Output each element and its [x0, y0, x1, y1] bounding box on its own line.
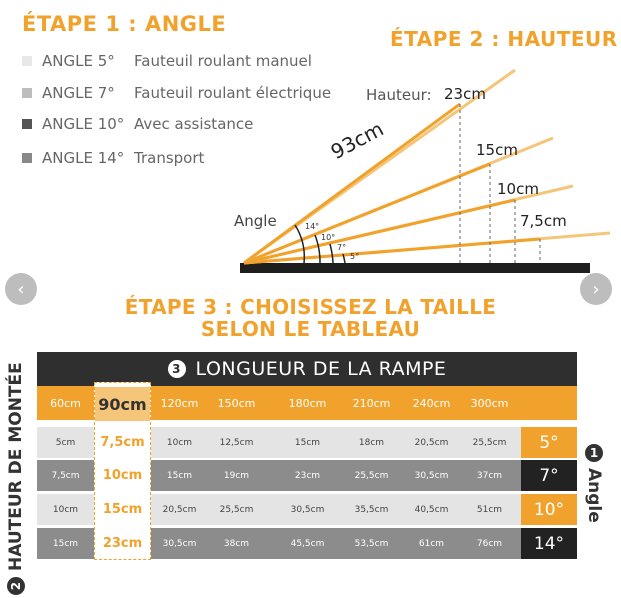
highlight-cell: 15cm: [95, 494, 150, 525]
small-angle-5: 5°: [350, 252, 360, 261]
legend-desc: Transport: [134, 149, 205, 167]
table-cell: 40,5cm: [414, 504, 449, 515]
step3-title-line1: ÉTAPE 3 : CHOISISSEZ LA TAILLE: [124, 295, 497, 319]
highlight-cell: 7,5cm: [95, 427, 150, 458]
arc-7: [330, 244, 333, 263]
table-cell: 25,5cm: [472, 437, 507, 448]
length-cell: 180cm: [288, 396, 327, 410]
length-label: 93cm: [326, 116, 388, 164]
step3-title: [0, 296, 621, 340]
number-badge: 3: [168, 360, 186, 378]
legend-angle: ANGLE 5°: [42, 52, 115, 70]
table-cell: 15cm: [166, 470, 193, 481]
highlight-cell: 23cm: [95, 528, 150, 559]
table-cell: 19cm: [223, 470, 250, 481]
small-angle-7: 7°: [337, 243, 347, 252]
table-cell: 30,5cm: [290, 504, 325, 515]
table-cell: 15cm: [52, 538, 79, 549]
table-cell: 15cm: [294, 437, 321, 448]
length-cell: 150cm: [217, 396, 256, 410]
small-angle-10: 10°: [321, 233, 336, 242]
table-header-text: LONGUEUR DE LA RAMPE: [195, 358, 447, 380]
side-label-angle: [584, 444, 604, 523]
chevron-left-icon: ‹: [17, 278, 25, 300]
legend-angle: ANGLE 10°: [42, 115, 125, 133]
ground-base: [240, 263, 590, 273]
table-header: [37, 352, 577, 386]
table-cell: 25,5cm: [219, 504, 254, 515]
legend-angle: ANGLE 14°: [42, 149, 125, 167]
length-cell: 240cm: [412, 396, 451, 410]
ramp-line-5-solid: [244, 239, 540, 263]
length-cell: 60cm: [50, 396, 81, 410]
number-badge: 1: [585, 444, 603, 462]
number-badge: 2: [7, 577, 25, 595]
table-cell: 45,5cm: [290, 538, 325, 549]
hauteur-label: Hauteur:: [366, 86, 432, 104]
table-cell: 76cm: [476, 538, 503, 549]
step2-title: ÉTAPE 2 : HAUTEUR: [390, 27, 618, 51]
legend-desc: Fauteuil roulant électrique: [134, 84, 332, 102]
small-angle-14: 14°: [305, 222, 320, 231]
table-cell: 51cm: [476, 504, 503, 515]
angle-cell-7: 7°: [521, 460, 577, 491]
table-cell: 20,5cm: [162, 504, 197, 515]
table-cell: 61cm: [418, 538, 445, 549]
table-cell: 10cm: [166, 437, 193, 448]
table-cell: 20,5cm: [414, 437, 449, 448]
height-label-10: 10cm: [497, 180, 539, 198]
height-label-23: 23cm: [444, 85, 486, 103]
length-cell: 120cm: [160, 396, 199, 410]
chevron-right-icon: ›: [592, 278, 600, 300]
table-cell: 18cm: [358, 437, 385, 448]
legend-desc: Avec assistance: [134, 115, 254, 133]
angle-cell-14: 14°: [521, 528, 577, 559]
height-label-75: 7,5cm: [520, 212, 567, 230]
table-cell: 35,5cm: [354, 504, 389, 515]
table-cell: 37cm: [476, 470, 503, 481]
table-cell: 30,5cm: [162, 538, 197, 549]
height-label-15: 15cm: [476, 141, 518, 159]
arc-10: [315, 235, 320, 263]
side-label-text: Angle: [584, 468, 604, 523]
side-label-text: HAUTEUR DE MONTÉE: [6, 362, 26, 571]
side-label-hauteur: [6, 362, 26, 595]
legend-angle: ANGLE 7°: [42, 84, 115, 102]
highlight-length: 90cm: [95, 387, 150, 421]
angle-cell-10: 10°: [521, 494, 577, 525]
length-cell: 210cm: [352, 396, 391, 410]
angle-cell-5: 5°: [521, 427, 577, 458]
table-cell: 53,5cm: [354, 538, 389, 549]
table-cell: 10cm: [52, 504, 79, 515]
ramp-diagram: [0, 0, 621, 290]
table-cell: 25,5cm: [354, 470, 389, 481]
table-cell: 5cm: [55, 437, 76, 448]
table-cell: 30,5cm: [414, 470, 449, 481]
length-cell: 300cm: [470, 396, 509, 410]
table-cell: 7,5cm: [51, 470, 80, 481]
table-cell: 23cm: [294, 470, 321, 481]
table-cell: 38cm: [223, 538, 250, 549]
step1-title: ÉTAPE 1 : ANGLE: [22, 12, 227, 36]
angle-label: Angle: [234, 212, 277, 230]
table-cell: 12,5cm: [219, 437, 254, 448]
step3-title-line2: SELON LE TABLEAU: [200, 317, 421, 341]
highlight-cell: 10cm: [95, 460, 150, 491]
legend-desc: Fauteuil roulant manuel: [134, 52, 312, 70]
